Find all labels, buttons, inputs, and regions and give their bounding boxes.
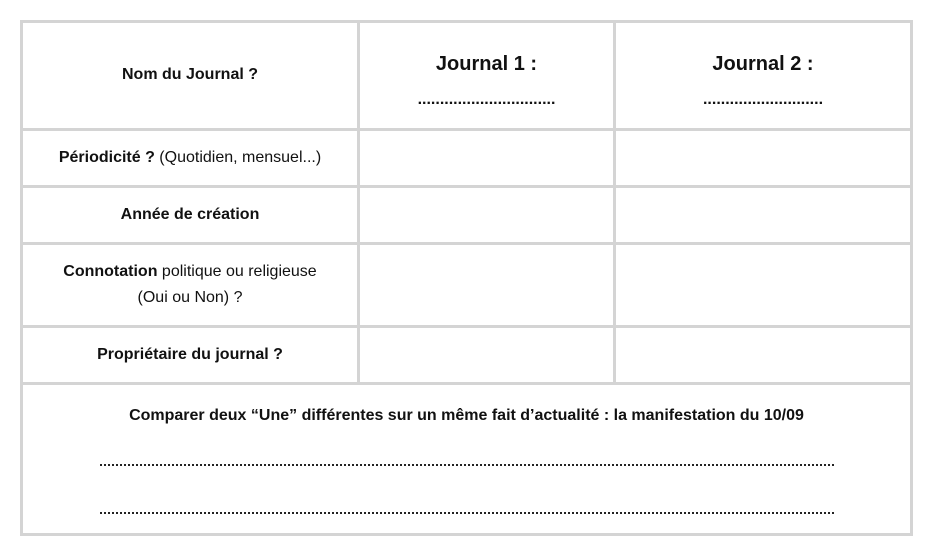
creation-year-label: Année de création [120,206,260,224]
creation-year-journal-2-answer[interactable] [615,186,912,243]
journal-1-name-blank[interactable]: ............................... [417,91,556,109]
connotation-hint: politique ou religieuse [157,263,317,281]
creation-year-row [22,186,912,243]
periodicity-journal-2-answer[interactable] [615,129,912,186]
compare-answer-line-1[interactable] [100,464,834,466]
header-row [22,22,912,130]
owner-journal-1-answer[interactable] [359,326,615,383]
connotation-label-cell [22,244,359,326]
compare-prompt: Comparer deux “Une” différentes sur un même fait d’actualité : la manifestation du 10/09 [129,407,804,425]
journal-2-header-cell[interactable] [615,22,912,130]
periodicity-label-cell [22,129,359,186]
owner-row [22,326,912,383]
connotation-journal-1-answer[interactable] [359,244,615,326]
owner-label: Propriétaire du journal ? [97,345,283,363]
periodicity-row [22,129,912,186]
journal-2-name-blank[interactable]: ........................... [702,91,824,109]
journal-1-title: Journal 1 : [435,53,538,76]
newspaper-name-label-cell [22,22,359,130]
periodicity-hint: (Quotidien, mensuel...) [154,148,322,166]
compare-row [22,384,912,535]
owner-journal-2-answer[interactable] [615,326,912,383]
newspaper-name-label: Nom du Journal ? [122,66,258,84]
compare-cell [22,384,912,535]
connotation-label: Connotation [63,263,158,281]
creation-year-journal-1-answer[interactable] [359,186,615,243]
connotation-journal-2-answer[interactable] [615,244,912,326]
connotation-question: (Oui ou Non) ? [137,289,243,307]
compare-answer-line-2[interactable] [100,512,834,514]
worksheet-table [20,20,913,536]
owner-label-cell [22,326,359,383]
journal-1-header-cell[interactable] [359,22,615,130]
creation-year-label-cell [22,186,359,243]
periodicity-journal-1-answer[interactable] [359,129,615,186]
connotation-row [22,244,912,326]
journal-2-title: Journal 2 : [712,53,814,76]
periodicity-label: Périodicité ? [58,148,155,166]
